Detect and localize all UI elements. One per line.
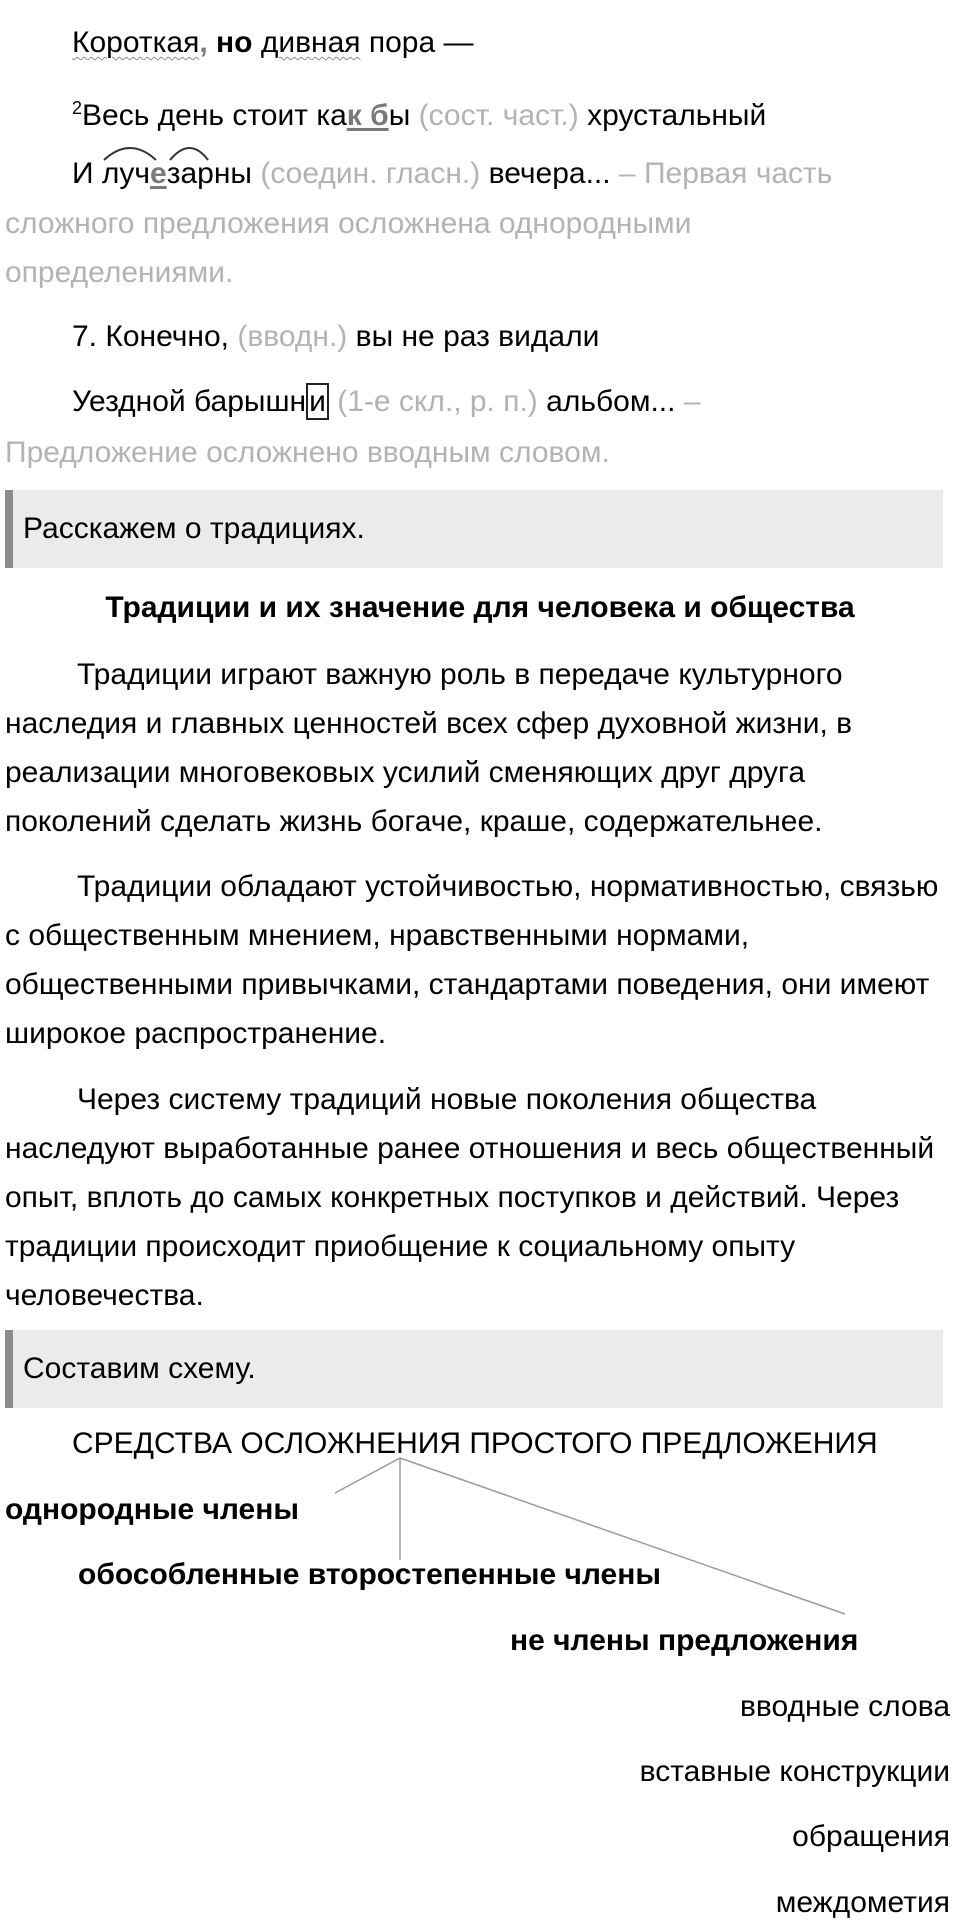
comment-text: – Первая часть [618,157,833,190]
scheme-branch: однородные члены [5,1493,299,1526]
grammar-note: (1-е скл., р. п.) [337,385,538,418]
morpheme-highlight: е [150,157,167,190]
scheme-branch: обособленные второстепенные члены [78,1558,661,1591]
poem-word: Короткая [72,26,200,59]
callout-text: Составим схему. [23,1352,256,1385]
poem-text: зарны [166,157,252,190]
comment-line: сложного предложения осложнена однородными [5,207,692,240]
poem-comma: , [199,26,208,59]
footnote-marker: 2 [72,98,83,118]
paragraph-text: Традиции обладают устойчивостью, нормативностью, связью с общественным мнением, нравственными нормами, общественными привычками, стандартами поведения, они имеют широкое распространение. [5,870,939,1050]
scheme-subitem: вводные слова [739,1690,950,1723]
comment-line: Предложение осложнено вводным словом. [5,436,610,469]
poem-text: пора — [368,26,474,59]
section-heading: Традиции и их значение для человека и общества [105,591,855,624]
poem-text: И луч [72,157,151,190]
poem-text: вы не раз видали [355,320,600,353]
morpheme-highlight: к б [346,99,389,132]
poem-word-bold: но [216,26,253,59]
ending-box: и [306,383,329,420]
comment-line: определениями. [5,256,234,289]
poem-text: альбом... [546,385,676,418]
poem-text: Уездной барышн [72,385,307,418]
paragraph-text: Традиции играют важную роль в передаче культурного наследия и главных ценностей всех сфер духовной жизни, в реализации многовековых усилий сменяющих друг друга поколений сделать жизнь богаче, краше, содержательнее. [5,658,853,838]
poem-text: Весь день стоит ка [82,99,347,132]
poem-word: дивная [260,26,361,59]
poem-text: 7. Конечно, [72,320,229,353]
scheme-branch: не члены предложения [510,1624,859,1657]
poem-text: вечера... [488,157,611,190]
scheme-subitem: обращения [792,1820,950,1853]
grammar-note: (вводн.) [237,320,348,353]
poem-text: ы [388,99,411,132]
poem-text: хрустальный [587,99,767,132]
scheme-title: СРЕДСТВА ОСЛОЖНЕНИЯ ПРОСТОГО ПРЕДЛОЖЕНИЯ [72,1427,878,1460]
callout-text: Расскажем о традициях. [23,512,365,545]
scheme-subitem: вставные конструкции [639,1755,950,1788]
comment-dash: – [683,385,701,418]
grammar-note: (соедин. гласн.) [260,157,481,190]
grammar-note: (сост. част.) [418,99,579,132]
paragraph-text: Через систему традиций новые поколения общества наследуют выработанные ранее отношения и весь общественный опыт, вплоть до самых конкретных поступков и действий. Через традиции происходит приобщение к социальному опыту человечества. [5,1083,935,1312]
scheme-subitem: междометия [775,1886,950,1919]
